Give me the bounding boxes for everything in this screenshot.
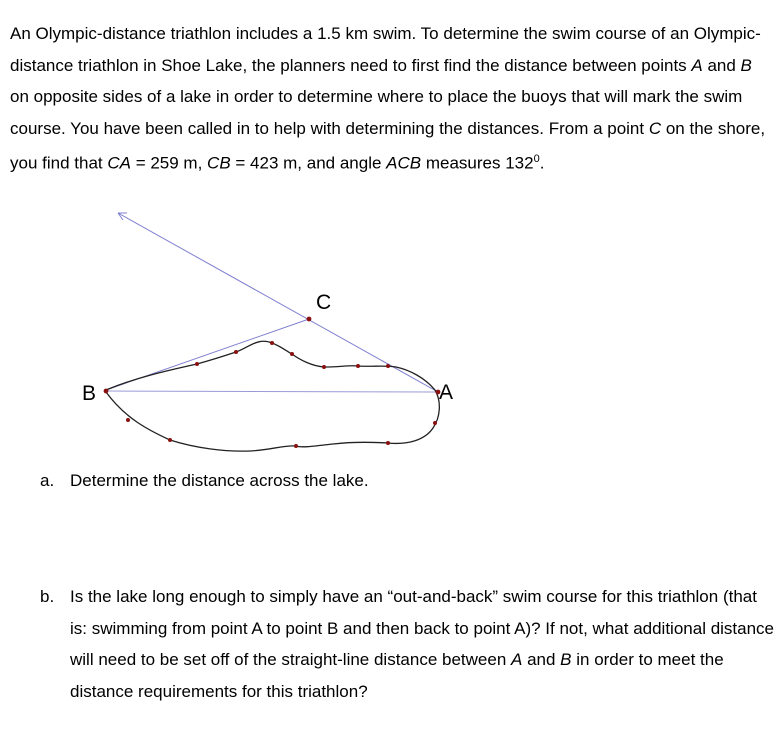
question-b-text-3: in order to meet the distance requirements for this triathlon? [70,650,724,701]
intro-text-7: . [539,153,545,173]
angle-acb-ref: ACB [386,153,422,173]
shore-dot [234,350,238,354]
lake-shoreline [106,341,439,451]
shore-dot [126,418,130,422]
lake-diagram [0,200,782,470]
segment-ca-ref: CA [107,153,131,173]
point-a-ref: A [691,55,703,75]
question-b-marker: b. [40,587,55,606]
question-b-point-b: B [560,650,572,669]
shore-dot [168,438,172,442]
intro-text-3: on the shore, you find that [10,118,766,173]
label-c: C [316,291,332,314]
shore-dot [270,341,274,345]
ray-arrowhead [118,213,127,220]
degree-mark: 0 [533,153,540,165]
intro-text-4: = 259 m, [130,153,208,173]
point-b-ref: B [740,55,752,75]
label-a: A [439,381,454,404]
shore-dot [294,444,298,448]
ray-ac [118,213,438,392]
label-b: B [82,382,97,405]
shore-dot [386,441,390,445]
question-a-text: Determine the distance across the lake. [70,471,369,490]
intro-text-5: = 423 m, and angle [230,153,387,173]
segment-ab [106,391,438,392]
problem-statement [10,18,775,179]
shore-dot [195,362,199,366]
point-c-dot [307,317,312,322]
question-b-point-a: A [511,650,523,669]
question-b [40,581,775,707]
intro-text-1: An Olympic-distance triathlon includes a 1.5 km swim. To determine the swim course of an Olympic-distance triathlon in Shoe Lake, the planners need to first find the distance between points [10,24,761,75]
question-a [40,465,775,497]
shore-dot [322,365,326,369]
shore-dot [356,364,360,368]
shore-dot [290,352,294,356]
segment-cb-ref: CB [207,153,231,173]
intro-text-and: and [702,55,741,75]
point-c-ref: C [648,118,662,138]
intro-text-2: on opposite sides of a lake in order to determine where to place the buoys that will mark the swim course. You have been called in to help with determining the distances. From a point [10,87,743,138]
point-b-dot [104,389,109,394]
intro-text-6: measures 132 [421,153,534,173]
question-a-marker: a. [40,471,55,490]
shore-dot [433,421,437,425]
question-b-text-2: and [522,650,561,669]
shoreline-points [104,317,441,448]
question-b-text-1: Is the lake long enough to simply have an “out-and-back” swim course for this triathlon (that is: swimming from point A to point B and then back to point A)? If not, what additional distance will need to be set off of the straight-line distance between [70,587,775,669]
question-b-text [70,581,775,707]
shore-dot [386,364,390,368]
